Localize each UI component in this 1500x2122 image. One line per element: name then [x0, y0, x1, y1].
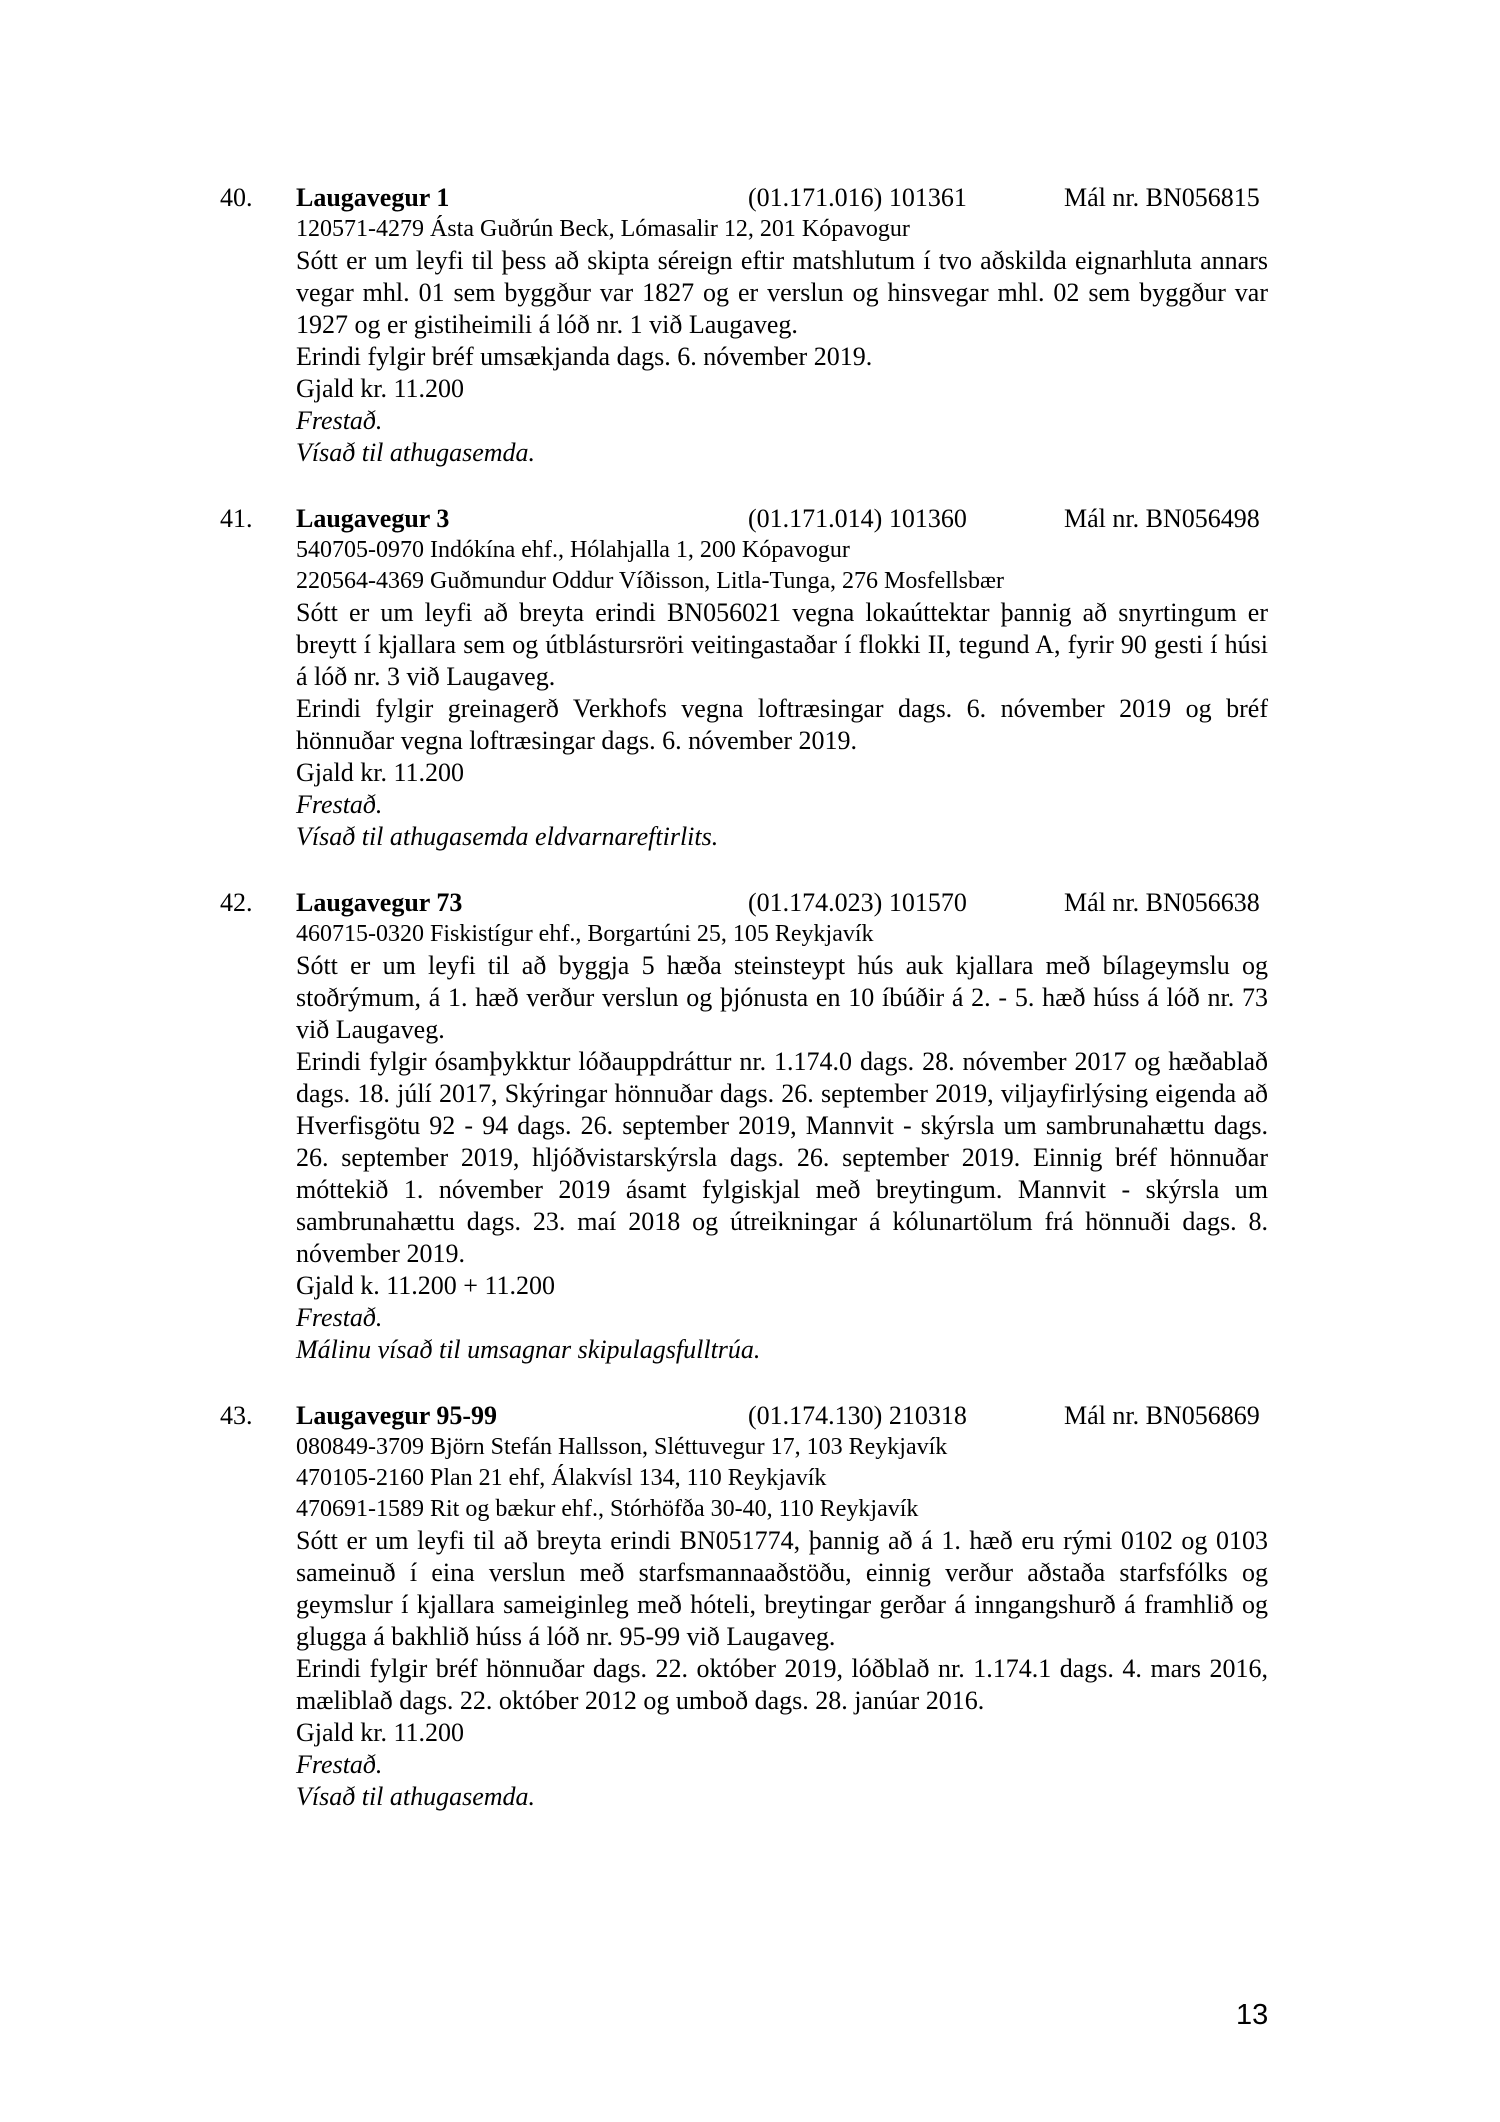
item-paragraph: Erindi fylgir greinagerð Verkhofs vegna loftræsingar dags. 6. nóvember 2019 og bréf hönnuðar vegna loftræsingar dags. 6. nóvember 2019.: [296, 694, 1268, 755]
item-body: [296, 182, 1268, 469]
agenda-items-list: [220, 182, 1273, 1847]
item-number: 42.: [220, 888, 253, 917]
item-paragraph: Erindi fylgir bréf hönnuðar dags. 22. október 2019, lóðblað nr. 1.174.1 dags. 4. mars 2016, mæliblað dags. 22. október 2012 og umboð dags. 28. janúar 2016.: [296, 1654, 1268, 1715]
decision-line: Vísað til athugasemda.: [296, 438, 536, 467]
item-number: 41.: [220, 504, 253, 533]
decision-line: Frestað.: [296, 406, 383, 435]
item-body: [296, 887, 1268, 1366]
agenda-item-41: [220, 503, 1273, 853]
agenda-item-40: [220, 182, 1273, 469]
item-address: Laugavegur 73: [296, 888, 463, 917]
item-header: [296, 182, 1268, 214]
item-paragraph: Erindi fylgir ósamþykktur lóðauppdráttur nr. 1.174.0 dags. 28. nóvember 2017 og hæðablað dags. 18. júlí 2017, Skýringar hönnuðar dags. 26. september 2019, viljayfirlýsing eigenda að Hverfisgötu 92 - 94 dags. 26. september 2019, Mannvit - skýrsla um sambrunahættu dags. 26. september 2019, hljóðvistarskýrsla dags. 26. september 2019. Einnig bréf hönnuðar móttekið 1. nóvember 2019 ásamt fylgiskjal með breytingum. Mannvit - skýrsla um sambrunahættu dags. 23. maí 2018 og útreikningar á kólunartölum frá hönnuði dags. 8. nóvember 2019.: [296, 1047, 1268, 1268]
applicant-line: 470105-2160 Plan 21 ehf, Álakvísl 134, 110 Reykjavík: [296, 1465, 827, 1491]
applicant-line: 540705-0970 Indókína ehf., Hólahjalla 1, 200 Kópavogur: [296, 537, 850, 563]
applicant-line: 220564-4369 Guðmundur Oddur Víðisson, Litla-Tunga, 276 Mosfellsbær: [296, 568, 1004, 594]
item-address: Laugavegur 3: [296, 504, 450, 533]
page-number: 13: [1236, 1999, 1269, 2031]
decision-line: Vísað til athugasemda eldvarnareftirlits.: [296, 822, 719, 851]
item-address: Laugavegur 95-99: [296, 1401, 498, 1430]
decision-line: Frestað.: [296, 790, 383, 819]
item-header: [296, 1400, 1268, 1432]
item-reference: (01.171.016) 101361: [748, 183, 967, 212]
item-paragraph: Gjald kr. 11.200: [296, 1718, 465, 1747]
item-header: [296, 503, 1268, 535]
item-number: 43.: [220, 1401, 253, 1430]
item-body: [296, 503, 1268, 853]
item-paragraph: Sótt er um leyfi til að breyta erindi BN051774, þannig að á 1. hæð eru rými 0102 og 0103 sameinuð í eina verslun með starfsmannaaðstöðu, einnig verður aðstaða starfsfólks og geymslur í kjallara sameiginleg með hóteli, breytingar gerðar á inngangshurð á framhlið og glugga á bakhlið húss á lóð nr. 95-99 við Laugaveg.: [296, 1526, 1268, 1651]
agenda-item-43: [220, 1400, 1273, 1813]
decision-line: Vísað til athugasemda.: [296, 1782, 536, 1811]
item-address: Laugavegur 1: [296, 183, 450, 212]
item-reference: (01.174.023) 101570: [748, 888, 967, 917]
item-body: [296, 1400, 1268, 1813]
item-case-number: Mál nr. BN056869: [1064, 1401, 1260, 1430]
item-paragraph: Sótt er um leyfi að breyta erindi BN056021 vegna lokaúttektar þannig að snyrtingum er breytt í kjallara sem og útblástursröri veitingastaðar í flokki II, tegund A, fyrir 90 gesti í húsi á lóð nr. 3 við Laugaveg.: [296, 598, 1268, 691]
item-paragraph: Gjald kr. 11.200: [296, 758, 465, 787]
applicant-line: 120571-4279 Ásta Guðrún Beck, Lómasalir 12, 201 Kópavogur: [296, 216, 910, 242]
item-case-number: Mál nr. BN056638: [1064, 888, 1260, 917]
applicant-line: 470691-1589 Rit og bækur ehf., Stórhöfða 30-40, 110 Reykjavík: [296, 1496, 919, 1522]
item-paragraph: Sótt er um leyfi til þess að skipta séreign eftir matshlutum í tvo aðskilda eignarhluta annars vegar mhl. 01 sem byggður var 1827 og er verslun og hinsvegar mhl. 02 sem byggður var 1927 og er gistiheimili á lóð nr. 1 við Laugaveg.: [296, 246, 1268, 339]
item-reference: (01.174.130) 210318: [748, 1401, 967, 1430]
item-case-number: Mál nr. BN056498: [1064, 504, 1260, 533]
decision-line: Málinu vísað til umsagnar skipulagsfulltrúa.: [296, 1335, 761, 1364]
item-paragraph: Gjald k. 11.200 + 11.200: [296, 1271, 555, 1300]
item-header: [296, 887, 1268, 919]
item-paragraph: Erindi fylgir bréf umsækjanda dags. 6. nóvember 2019.: [296, 342, 873, 371]
item-paragraph: Sótt er um leyfi til að byggja 5 hæða steinsteypt hús auk kjallara með bílageymslu og stoðrýmum, á 1. hæð verður verslun og þjónusta en 10 íbúðir á 2. - 5. hæð húss á lóð nr. 73 við Laugaveg.: [296, 951, 1268, 1044]
applicant-line: 080849-3709 Björn Stefán Hallsson, Sléttuvegur 17, 103 Reykjavík: [296, 1434, 948, 1460]
agenda-item-42: [220, 887, 1273, 1366]
decision-line: Frestað.: [296, 1750, 383, 1779]
item-paragraph: Gjald kr. 11.200: [296, 374, 465, 403]
item-number: 40.: [220, 183, 253, 212]
applicant-line: 460715-0320 Fiskistígur ehf., Borgartúni 25, 105 Reykjavík: [296, 921, 874, 947]
decision-line: Frestað.: [296, 1303, 383, 1332]
item-case-number: Mál nr. BN056815: [1064, 183, 1260, 212]
item-reference: (01.171.014) 101360: [748, 504, 967, 533]
